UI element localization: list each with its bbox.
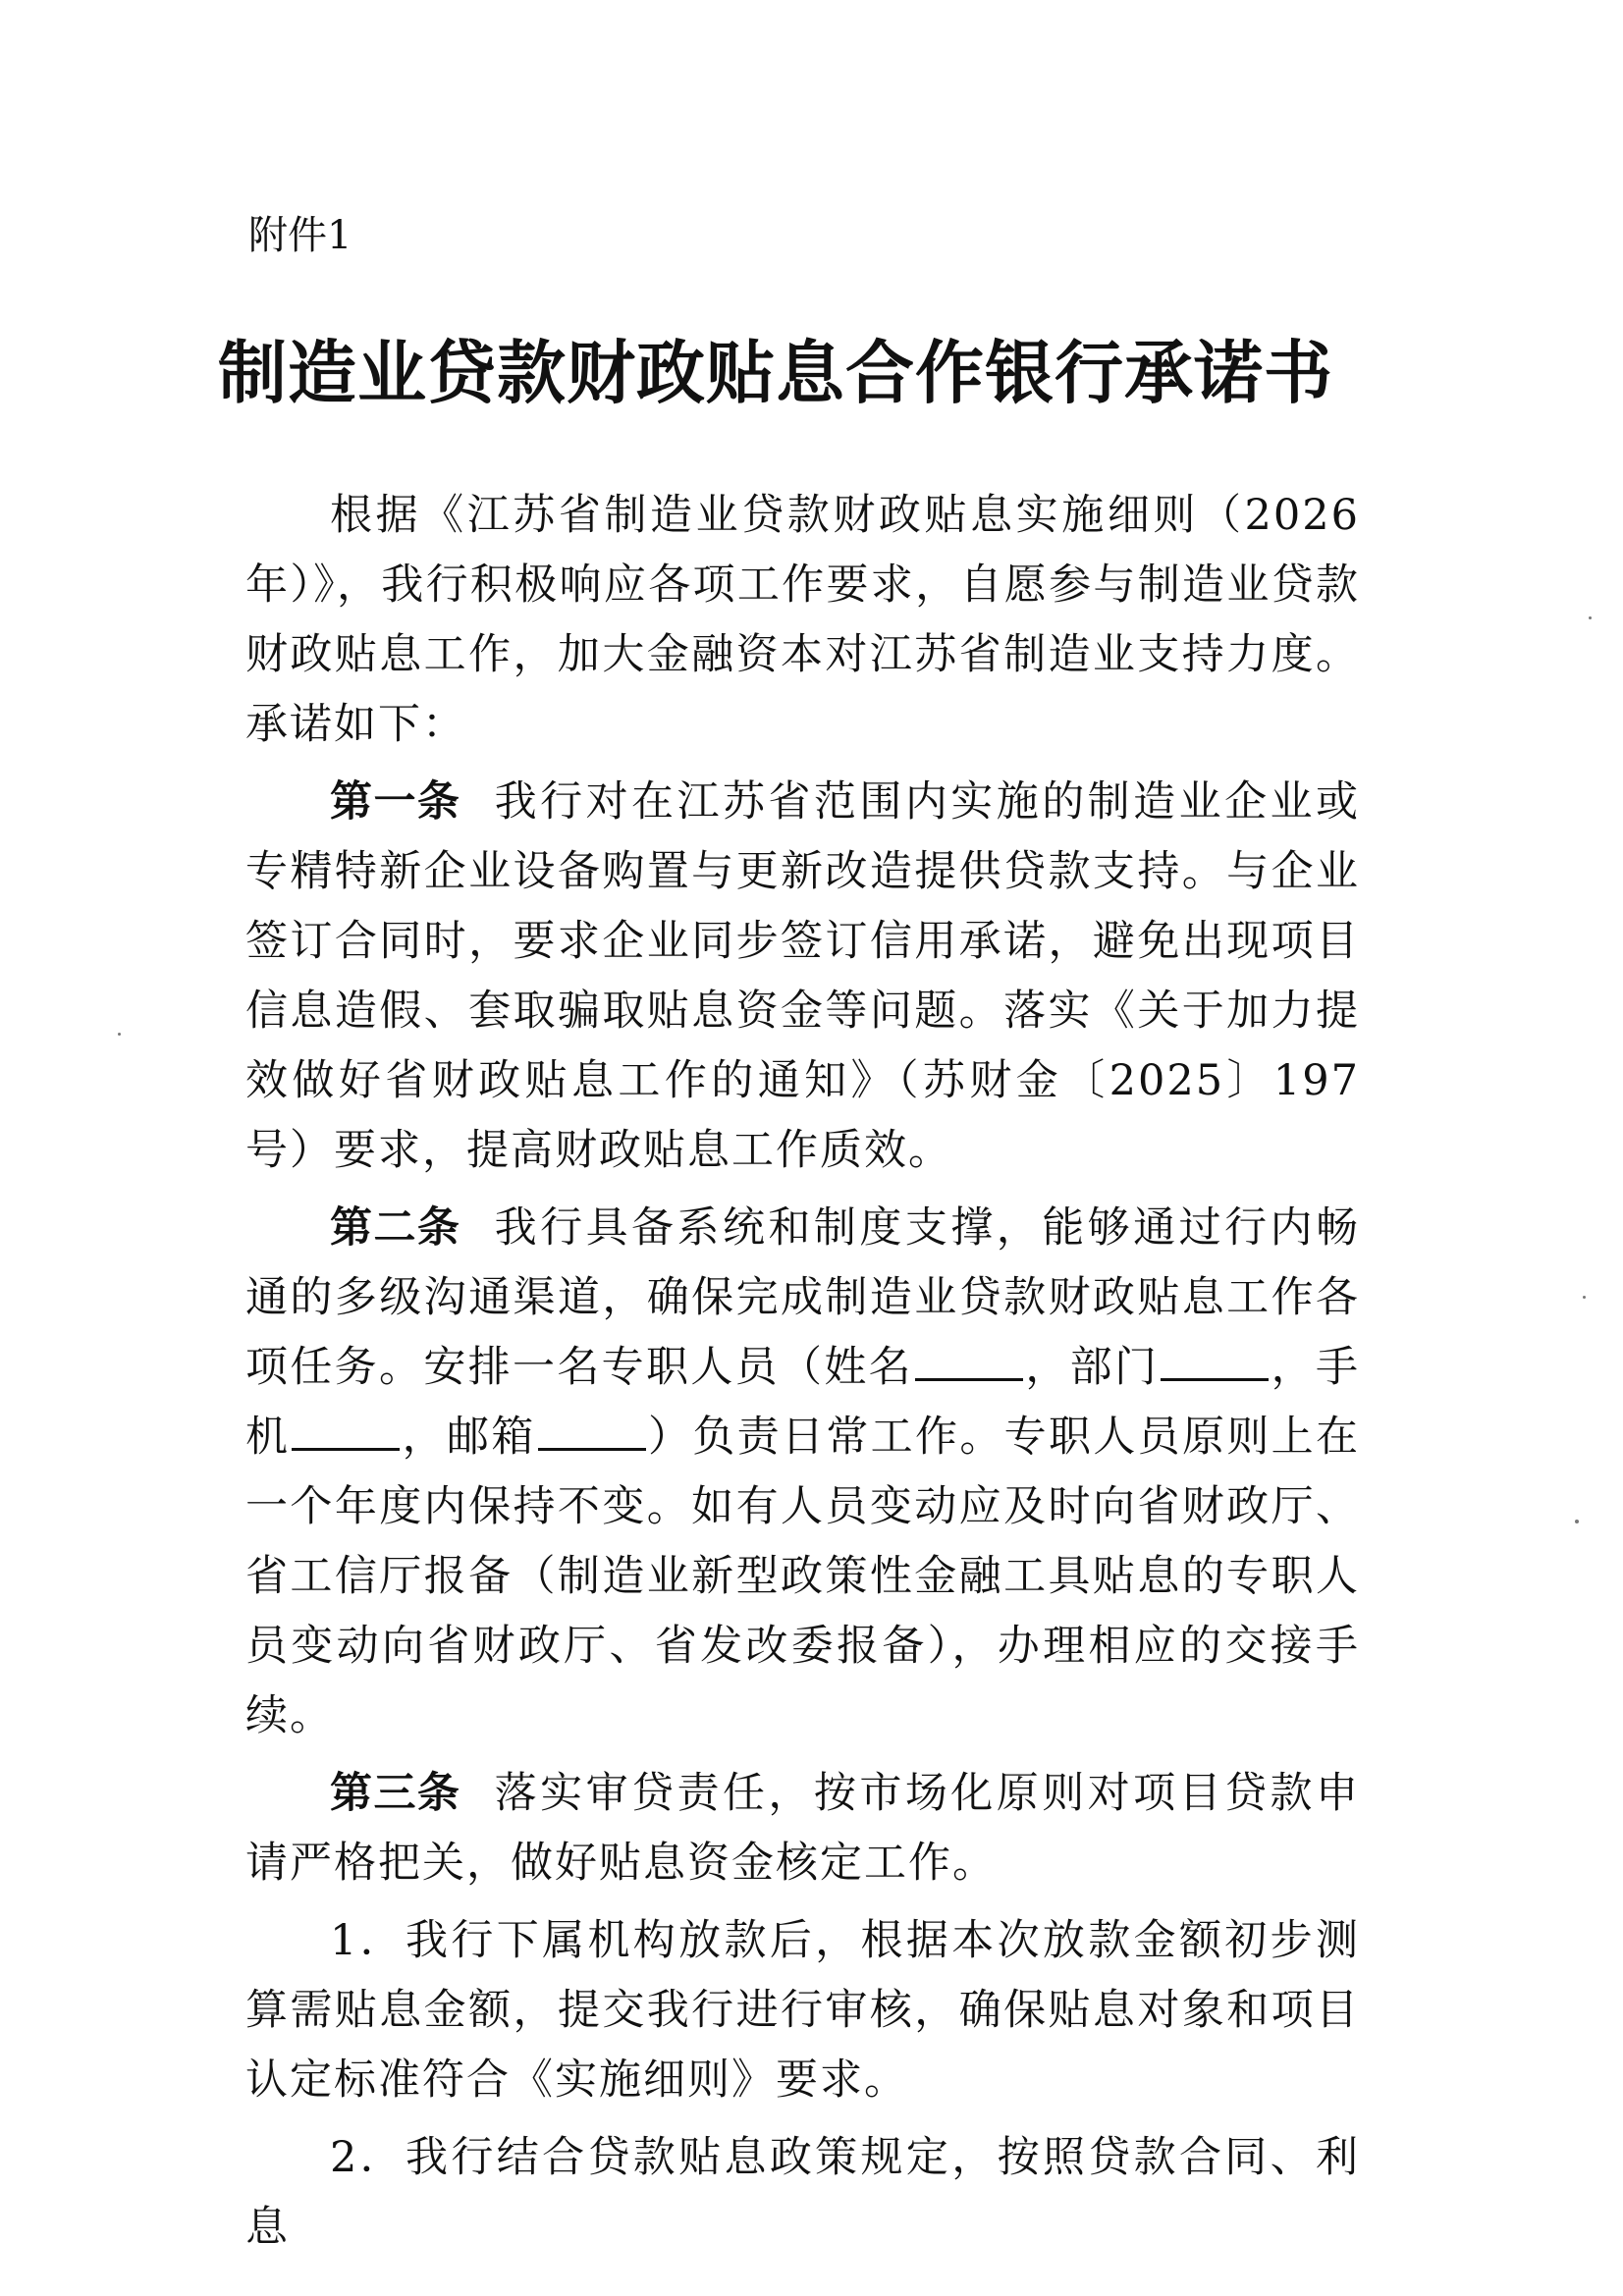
item-2-paragraph: 2．我行结合贷款贴息政策规定，按照贷款合同、利息 <box>245 2133 1360 2252</box>
scan-speck <box>118 1033 121 1036</box>
phone-blank-field[interactable] <box>292 1405 400 1451</box>
document-title: 制造业贷款财政贴息合作银行承诺书 <box>218 332 1333 413</box>
article-2-text-a: 我行具备系统和制度支撑，能够通过行内畅通的多级沟通渠道，确保完成制造业贷款财政贴息工作各项任务。安排一名专职人员（姓名 <box>245 1203 1360 1392</box>
article-2-heading: 第二条 <box>330 1203 461 1253</box>
scan-speck <box>1575 1520 1579 1523</box>
article-3-heading: 第三条 <box>330 1769 461 1818</box>
article-2-text-b: ，部门 <box>1025 1343 1160 1392</box>
article-2-text-e: ）负责日常工作。专职人员原则上在一个年度内保持不变。如有人员变动应及时向省财政厅、省工信厅报备（制造业新型政策性金融工具贴息的专职人员变动向省财政厅、省发改委报备），办理相应的交接手续。 <box>245 1413 1361 1740</box>
document-body <box>245 481 1360 2270</box>
article-3-text: 落实审贷责任，按市场化原则对项目贷款申请严格把关，做好贴息资金核定工作。 <box>245 1769 1360 1888</box>
article-2-paragraph <box>245 1194 1360 1751</box>
scan-speck <box>1589 616 1592 619</box>
email-blank-field[interactable] <box>538 1405 646 1451</box>
name-blank-field[interactable] <box>915 1335 1023 1381</box>
article-1-paragraph <box>245 768 1360 1186</box>
item-1-paragraph: 1．我行下属机构放款后，根据本次放款金额初步测算需贴息金额，提交我行进行审核，确保贴息对象和项目认定标准符合《实施细则》要求。 <box>245 1916 1360 2105</box>
article-2-text-d: ，邮箱 <box>402 1413 536 1462</box>
scan-speck <box>1583 1296 1586 1299</box>
intro-paragraph: 根据《江苏省制造业贷款财政贴息实施细则（2026年）》，我行积极响应各项工作要求，自愿参与制造业贷款财政贴息工作，加大金融资本对江苏省制造业支持力度。承诺如下： <box>245 491 1360 749</box>
article-1-heading: 第一条 <box>330 777 461 827</box>
article-3-paragraph <box>245 1759 1360 1898</box>
article-2-text-c: ，手机 <box>245 1343 1361 1462</box>
article-1-text: 我行对在江苏省范围内实施的制造业企业或专精特新企业设备购置与更新改造提供贷款支持。与企业签订合同时，要求企业同步签订信用承诺，避免出现项目信息造假、套取骗取贴息资金等问题。落实《关于加力提效做好省财政贴息工作的通知》（苏财金〔2025〕197号）要求，提高财政贴息工作质效。 <box>245 777 1360 1175</box>
department-blank-field[interactable] <box>1161 1335 1269 1381</box>
attachment-label: 附件1 <box>248 213 352 258</box>
